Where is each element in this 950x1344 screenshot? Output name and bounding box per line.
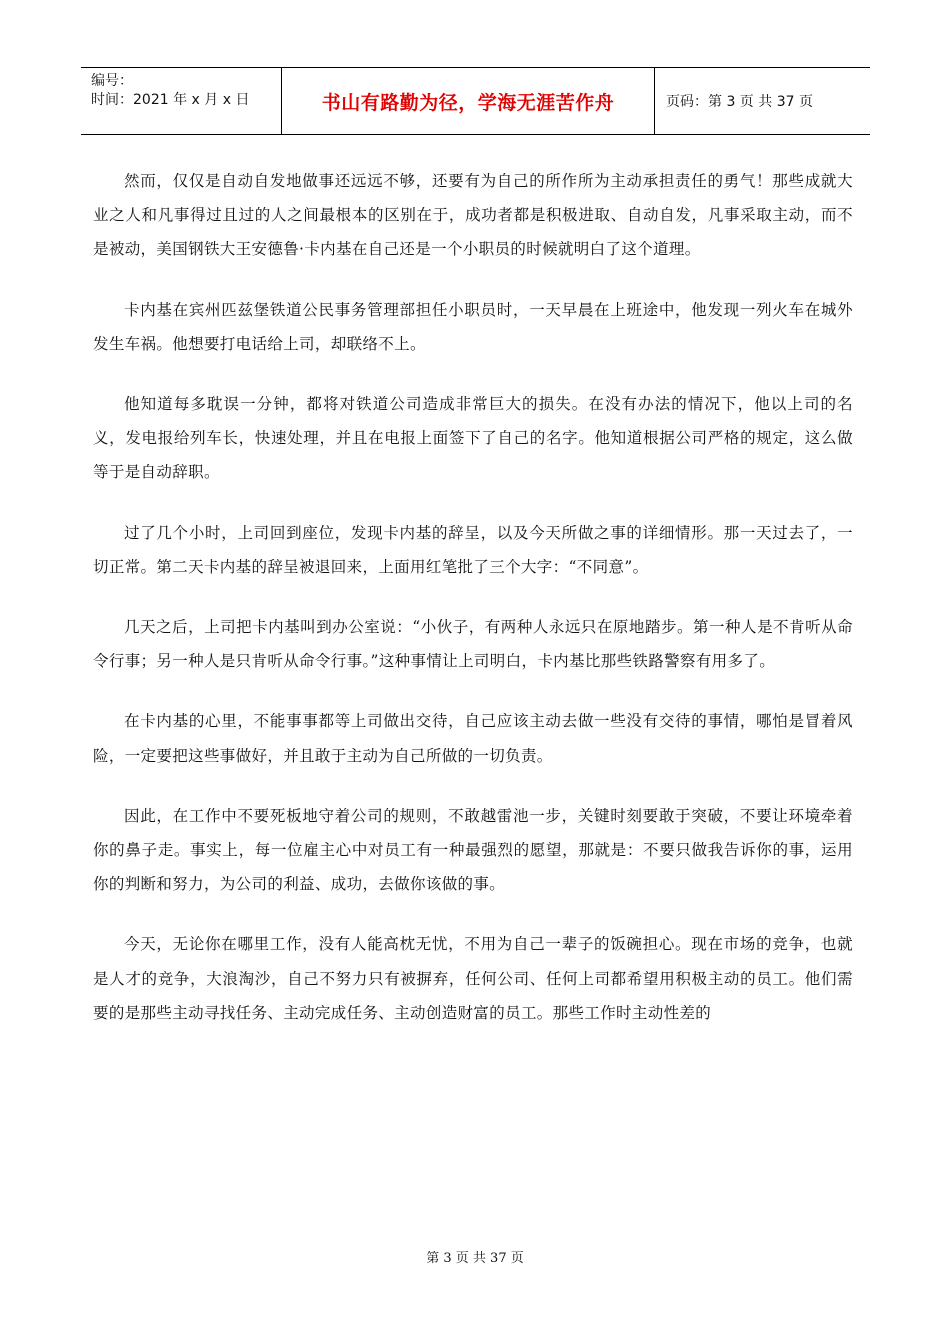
document-time: 时间：2021 年 x 月 x 日 <box>91 92 250 108</box>
paragraph-1: 然而，仅仅是自动自发地做事还远远不够，还要有为自己的所作所为主动承担责任的勇气！那些成就大业之人和凡事得过且过的人之间最根本的区别在于，成功者都是积极进取、自动自发，凡事采取主动，而不是被动，美国钢铁大王安德鲁·卡内基在自己还是一个小职员的时候就明白了这个道理。 <box>93 172 853 259</box>
paragraph-3: 他知道每多耽误一分钟，都将对铁道公司造成非常巨大的损失。在没有办法的情况下，他以上司的名义，发电报给列车长，快速处理，并且在电报上面签下了自己的名字。他知道根据公司严格的规定，这么做等于是自动辞职。 <box>93 395 853 482</box>
paragraph-7: 因此，在工作中不要死板地守着公司的规则，不敢越雷池一步，关键时刻要敢于突破，不要让环境牵着你的鼻子走。事实上，每一位雇主心中对员工有一种最强烈的愿望，那就是：不要只做我告诉你的事，运用你的判断和努力，为公司的利益、成功，去做你该做的事。 <box>93 806 853 894</box>
paragraph-6: 在卡内基的心里，不能事事都等上司做出交待，自己应该主动去做一些没有交待的事情，哪怕是冒着风险，一定要把这些事做好，并且敢于主动为自己所做的一切负责。 <box>93 712 853 765</box>
header-motto: 书山有路勤为径，学海无涯苦作舟 <box>282 68 655 134</box>
header-page-code: 页码：第 3 页 共 37 页 <box>666 94 813 110</box>
document-number-label: 编号： <box>91 73 133 89</box>
header-meta <box>81 68 282 134</box>
page-footer: 第 3 页 共 37 页 <box>426 1251 524 1266</box>
document-body <box>93 164 853 1056</box>
page-header <box>81 67 870 135</box>
paragraph-2: 卡内基在宾州匹兹堡铁道公民事务管理部担任小职员时，一天早晨在上班途中，他发现一列火车在城外发生车祸。他想要打电话给上司，却联络不上。 <box>93 300 853 353</box>
paragraph-5: 几天之后，上司把卡内基叫到办公室说：“小伙子，有两种人永远只在原地踏步。第一种人是不肯听从命令行事；另一种人是只肯听从命令行事。”这种事情让上司明白，卡内基比那些铁路警察有用多了。 <box>93 618 853 671</box>
paragraph-4: 过了几个小时，上司回到座位，发现卡内基的辞呈，以及今天所做之事的详细情形。那一天过去了，一切正常。第二天卡内基的辞呈被退回来，上面用红笔批了三个大字：“不同意”。 <box>93 523 853 576</box>
paragraph-8: 今天，无论你在哪里工作，没有人能高枕无忧，不用为自己一辈子的饭碗担心。现在市场的竞争，也就是人才的竞争，大浪淘沙，自己不努力只有被摒弃，任何公司、任何上司都希望用积极主动的员工。他们需要的是那些主动寻找任务、主动完成任务、主动创造财富的员工。那些工作时主动性差的 <box>93 935 853 1022</box>
